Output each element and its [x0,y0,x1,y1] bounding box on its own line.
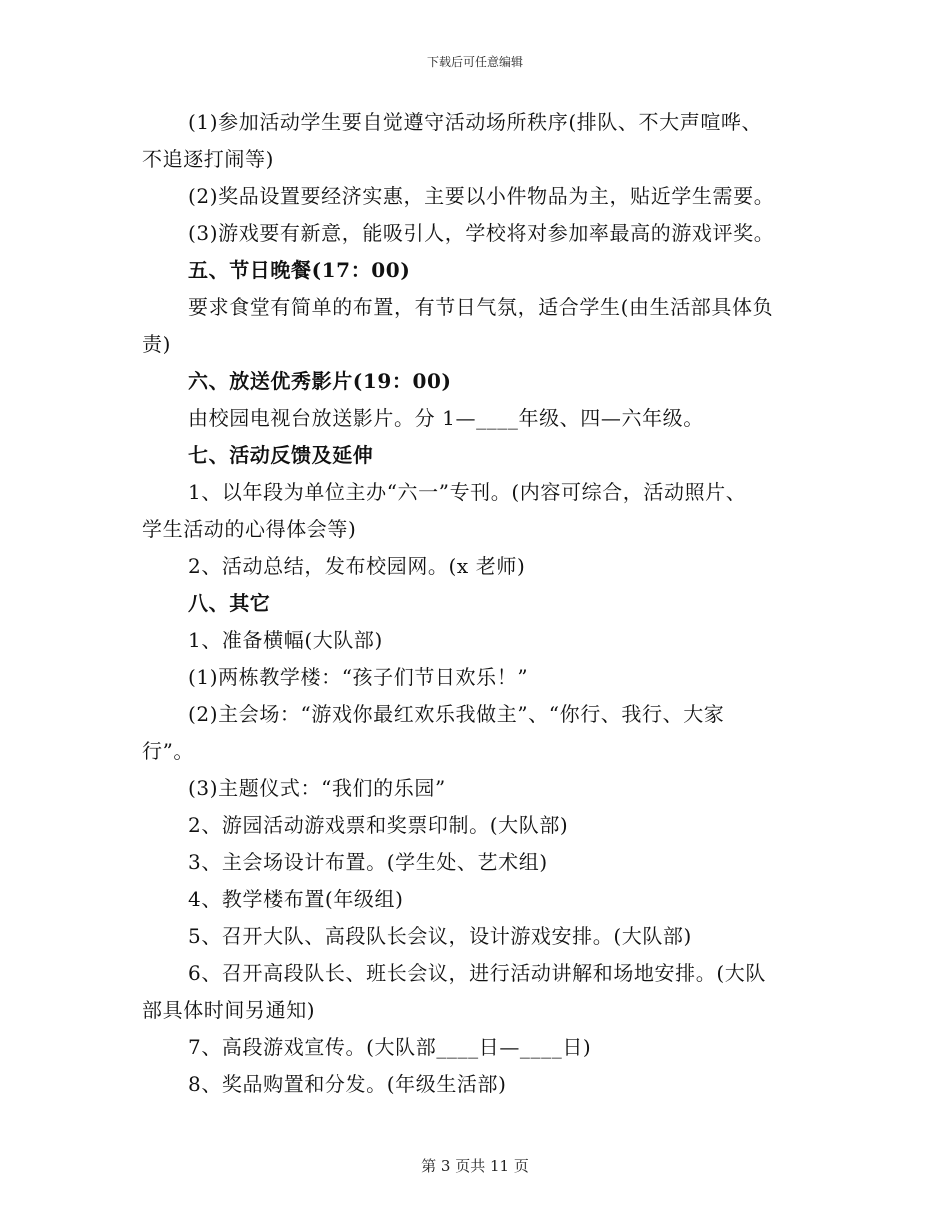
list-item-other-6-cont: 部具体时间另通知) [142,998,316,1022]
list-item-feedback-1-cont: 学生活动的心得体会等) [142,517,357,541]
paragraph-rule-1-cont: 不追逐打闹等) [142,147,275,171]
list-item-other-1: 1、准备横幅(大队部) [188,628,383,652]
paragraph-movie: 由校园电视台放送影片。分 1—____年级、四—六年级。 [188,406,704,430]
list-item-other-8: 8、奖品购置和分发。(年级生活部) [188,1072,507,1096]
paragraph-rule-1: (1)参加活动学生要自觉遵守活动场所秩序(排队、不大声喧哗、 [188,110,763,134]
paragraph-dinner-cont: 责) [142,332,172,356]
paragraph-dinner: 要求食堂有简单的布置，有节日气氛，适合学生(由生活部具体负 [188,295,774,319]
list-item-feedback-1: 1、以年段为单位主办“六一”专刊。(内容可综合，活动照片、 [188,480,747,504]
list-item-banner-2-cont: 行”。 [142,739,195,763]
list-item-other-7: 7、高段游戏宣传。(大队部____日—____日) [188,1035,592,1059]
list-item-other-6: 6、召开高段队长、班长会议，进行活动讲解和场地安排。(大队 [188,961,766,985]
paragraph-rule-2: (2)奖品设置要经济实惠，主要以小件物品为主，贴近学生需要。 [188,184,775,208]
section-heading-8: 八、其它 [188,591,271,615]
list-item-banner-3: (3)主题仪式：“我们的乐园” [188,776,446,800]
paragraph-rule-3: (3)游戏要有新意，能吸引人，学校将对参加率最高的游戏评奖。 [188,221,775,245]
section-heading-6: 六、放送优秀影片(19：00) [188,369,452,393]
list-item-other-2: 2、游园活动游戏票和奖票印制。(大队部) [188,813,569,837]
page-footer: 第 3 页共 11 页 [421,1157,529,1175]
list-item-feedback-2: 2、活动总结，发布校园网。(x 老师) [188,554,526,578]
section-heading-7: 七、活动反馈及延伸 [188,443,374,467]
list-item-other-4: 4、教学楼布置(年级组) [188,887,404,911]
document-body [142,104,812,1103]
page-header: 下载后可任意编辑 [426,55,523,69]
list-item-other-5: 5、召开大队、高段队长会议，设计游戏安排。(大队部) [188,924,692,948]
list-item-other-3: 3、主会场设计布置。(学生处、艺术组) [188,850,548,874]
list-item-banner-1: (1)两栋教学楼：“孩子们节日欢乐！” [188,665,529,689]
section-heading-5: 五、节日晚餐(17：00) [188,258,411,282]
list-item-banner-2: (2)主会场：“游戏你最红欢乐我做主”、“你行、我行、大家 [188,702,725,726]
